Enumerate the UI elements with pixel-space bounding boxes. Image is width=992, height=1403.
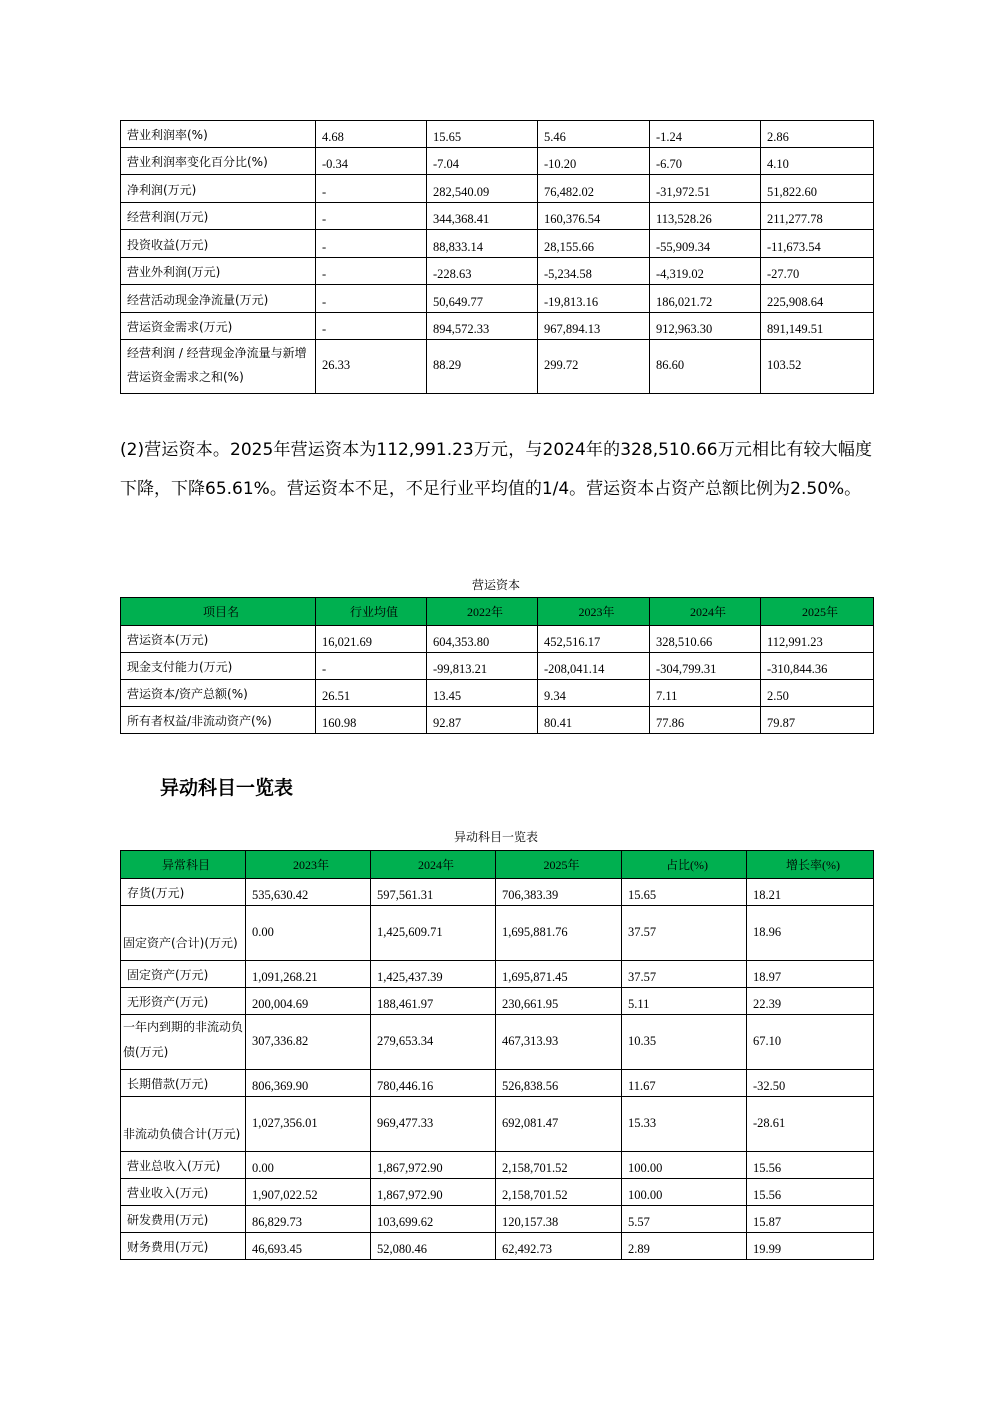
table-cell: 15.65 <box>427 121 538 148</box>
table-cell: 2,158,701.52 <box>496 1152 622 1179</box>
table-cell: 1,091,268.21 <box>246 961 371 988</box>
table-cell: 912,963.30 <box>650 313 761 340</box>
row-label: 营业总收入(万元) <box>121 1152 246 1179</box>
table-cell: 4.10 <box>761 148 874 175</box>
column-header: 2023年 <box>246 851 371 879</box>
table-cell: 0.00 <box>246 906 371 961</box>
table-cell: - <box>316 313 427 340</box>
table-cell: 51,822.60 <box>761 175 874 203</box>
table-cell: 37.57 <box>622 906 747 961</box>
table-cell: 706,383.39 <box>496 879 622 906</box>
table-cell: 188,461.97 <box>371 988 496 1015</box>
table-cell: 15.56 <box>747 1152 874 1179</box>
table-row <box>121 175 874 203</box>
row-label: 营业收入(万元) <box>121 1179 246 1206</box>
table-cell: -11,673.54 <box>761 230 874 258</box>
table-cell: 9.34 <box>538 680 650 707</box>
row-label: 长期借款(万元) <box>121 1070 246 1097</box>
table-cell: 160,376.54 <box>538 203 650 230</box>
table-cell: 604,353.80 <box>427 626 538 653</box>
abnormal-items-caption: 异动科目一览表 <box>453 830 538 844</box>
table-cell: -208,041.14 <box>538 653 650 680</box>
table-cell: 5.11 <box>622 988 747 1015</box>
table-cell: -5,234.58 <box>538 258 650 285</box>
table-cell: 77.86 <box>650 707 761 734</box>
table-cell: 100.00 <box>622 1179 747 1206</box>
row-label: 营运资本/资产总额(%) <box>121 680 316 707</box>
table-row <box>121 230 874 258</box>
table-cell: 692,081.47 <box>496 1097 622 1152</box>
column-header: 2022年 <box>427 598 538 626</box>
section-heading: 异动科目一览表 <box>160 777 294 799</box>
table-cell: 18.97 <box>747 961 874 988</box>
table-cell: 88,833.14 <box>427 230 538 258</box>
table-cell: - <box>316 258 427 285</box>
table-cell: 19.99 <box>747 1233 874 1260</box>
table-cell: 452,516.17 <box>538 626 650 653</box>
column-header: 2024年 <box>371 851 496 879</box>
table-cell: -304,799.31 <box>650 653 761 680</box>
table-row <box>121 203 874 230</box>
table-row <box>121 1152 874 1179</box>
table-cell: 62,492.73 <box>496 1233 622 1260</box>
table-cell: 230,661.95 <box>496 988 622 1015</box>
table-cell: 2.50 <box>761 680 874 707</box>
table-cell: 18.21 <box>747 879 874 906</box>
row-label: 财务费用(万元) <box>121 1233 246 1260</box>
table-cell: 2.89 <box>622 1233 747 1260</box>
table-cell: 76,482.02 <box>538 175 650 203</box>
table-cell: 50,649.77 <box>427 285 538 313</box>
table-cell: 211,277.78 <box>761 203 874 230</box>
row-label: 营业利润率变化百分比(%) <box>121 148 316 175</box>
row-label: 营业外利润(万元) <box>121 258 316 285</box>
table-cell: -7.04 <box>427 148 538 175</box>
table-row <box>121 258 874 285</box>
table-cell: 52,080.46 <box>371 1233 496 1260</box>
table-cell: 186,021.72 <box>650 285 761 313</box>
column-header: 2024年 <box>650 598 761 626</box>
row-label: 经营活动现金净流量(万元) <box>121 285 316 313</box>
table-cell: 113,528.26 <box>650 203 761 230</box>
table-cell: -27.70 <box>761 258 874 285</box>
table-cell: -28.61 <box>747 1097 874 1152</box>
table-row <box>121 121 874 148</box>
table-row <box>121 906 874 961</box>
table-row <box>121 1015 874 1070</box>
row-label: 固定资产(合计)(万元) <box>121 906 246 961</box>
table-cell: 780,446.16 <box>371 1070 496 1097</box>
table-cell: 5.57 <box>622 1206 747 1233</box>
table-cell: 535,630.42 <box>246 879 371 906</box>
table-row <box>121 1097 874 1152</box>
table-cell: 344,368.41 <box>427 203 538 230</box>
table-cell: 969,477.33 <box>371 1097 496 1152</box>
table-cell: 103,699.62 <box>371 1206 496 1233</box>
table-cell: 28,155.66 <box>538 230 650 258</box>
table-cell: 18.96 <box>747 906 874 961</box>
row-label: 净利润(万元) <box>121 175 316 203</box>
table-cell: 10.35 <box>622 1015 747 1070</box>
table-cell: -228.63 <box>427 258 538 285</box>
table-cell: 79.87 <box>761 707 874 734</box>
table-cell: 1,425,437.39 <box>371 961 496 988</box>
table-cell: -6.70 <box>650 148 761 175</box>
table-row <box>121 680 874 707</box>
abnormal-items-table <box>120 850 874 1260</box>
row-label: 固定资产(万元) <box>121 961 246 988</box>
table-cell: -0.34 <box>316 148 427 175</box>
table-row <box>121 988 874 1015</box>
table-cell: 467,313.93 <box>496 1015 622 1070</box>
column-header: 增长率(%) <box>747 851 874 879</box>
table-cell: 86,829.73 <box>246 1206 371 1233</box>
table-row <box>121 707 874 734</box>
table-row <box>121 626 874 653</box>
row-label: 营业利润率(%) <box>121 121 316 148</box>
row-label: 所有者权益/非流动资产(%) <box>121 707 316 734</box>
table-cell: 15.65 <box>622 879 747 906</box>
table-cell: 1,867,972.90 <box>371 1152 496 1179</box>
table-cell: 282,540.09 <box>427 175 538 203</box>
table-cell: 112,991.23 <box>761 626 874 653</box>
table-cell: 4.68 <box>316 121 427 148</box>
table-cell: 891,149.51 <box>761 313 874 340</box>
table-cell: 5.46 <box>538 121 650 148</box>
table-cell: 37.57 <box>622 961 747 988</box>
table-cell: - <box>316 230 427 258</box>
table-row <box>121 1179 874 1206</box>
table-cell: 967,894.13 <box>538 313 650 340</box>
row-label: 非流动负债合计(万元) <box>121 1097 246 1152</box>
table-cell: 328,510.66 <box>650 626 761 653</box>
table-cell: 11.67 <box>622 1070 747 1097</box>
table-cell: - <box>316 175 427 203</box>
column-header: 占比(%) <box>622 851 747 879</box>
table-cell: 225,908.64 <box>761 285 874 313</box>
table-cell: 26.51 <box>316 680 427 707</box>
table-cell: -4,319.02 <box>650 258 761 285</box>
table-cell: -32.50 <box>747 1070 874 1097</box>
table-cell: 2,158,701.52 <box>496 1179 622 1206</box>
working-capital-caption: 营运资本 <box>471 578 520 592</box>
table-cell: 200,004.69 <box>246 988 371 1015</box>
table-row <box>121 879 874 906</box>
table-row <box>121 340 874 394</box>
table-cell: 894,572.33 <box>427 313 538 340</box>
table-cell: 67.10 <box>747 1015 874 1070</box>
row-label: 存货(万元) <box>121 879 246 906</box>
row-label: 投资收益(万元) <box>121 230 316 258</box>
table-cell: 120,157.38 <box>496 1206 622 1233</box>
row-label: 经营利润 / 经营现金净流量与新增营运资金需求之和(%) <box>121 340 316 394</box>
table-cell: 13.45 <box>427 680 538 707</box>
table-cell: 88.29 <box>427 340 538 394</box>
table-cell: 1,867,972.90 <box>371 1179 496 1206</box>
column-header: 项目名 <box>121 598 316 626</box>
table-cell: 1,695,881.76 <box>496 906 622 961</box>
table-cell: 597,561.31 <box>371 879 496 906</box>
table-row <box>121 285 874 313</box>
row-label: 现金支付能力(万元) <box>121 653 316 680</box>
table-row <box>121 1206 874 1233</box>
table-cell: 1,425,609.71 <box>371 906 496 961</box>
column-header: 2023年 <box>538 598 650 626</box>
table-cell: 1,907,022.52 <box>246 1179 371 1206</box>
table-cell: 299.72 <box>538 340 650 394</box>
table-cell: 7.11 <box>650 680 761 707</box>
table-row <box>121 148 874 175</box>
working-capital-paragraph: (2)营运资本。2025年营运资本为112,991.23万元，与2024年的328,510.66万元相比有较大幅度下降，下降65.61%。营运资本不足，不足行业平均值的1/4。营运资本占资产总额比例为2.50%。 <box>120 440 872 499</box>
table-cell: 100.00 <box>622 1152 747 1179</box>
table-cell: -19,813.16 <box>538 285 650 313</box>
row-label: 一年内到期的非流动负债(万元) <box>121 1015 246 1070</box>
row-label: 经营利润(万元) <box>121 203 316 230</box>
table-cell: - <box>316 653 427 680</box>
table-cell: 103.52 <box>761 340 874 394</box>
table-cell: 1,027,356.01 <box>246 1097 371 1152</box>
table-cell: -310,844.36 <box>761 653 874 680</box>
table-row <box>121 1070 874 1097</box>
table-row <box>121 1233 874 1260</box>
table-cell: 0.00 <box>246 1152 371 1179</box>
table-cell: 92.87 <box>427 707 538 734</box>
table-cell: 46,693.45 <box>246 1233 371 1260</box>
table-cell: 16,021.69 <box>316 626 427 653</box>
table-cell: 160.98 <box>316 707 427 734</box>
column-header: 2025年 <box>761 598 874 626</box>
table-cell: 1,695,871.45 <box>496 961 622 988</box>
table-cell: - <box>316 203 427 230</box>
table-cell: -10.20 <box>538 148 650 175</box>
column-header: 2025年 <box>496 851 622 879</box>
table-cell: 22.39 <box>747 988 874 1015</box>
row-label: 研发费用(万元) <box>121 1206 246 1233</box>
table-cell: 15.56 <box>747 1179 874 1206</box>
profit-metrics-table <box>120 120 874 394</box>
table-cell: 806,369.90 <box>246 1070 371 1097</box>
table-cell: 86.60 <box>650 340 761 394</box>
table-cell: 26.33 <box>316 340 427 394</box>
row-label: 营运资本(万元) <box>121 626 316 653</box>
table-cell: -99,813.21 <box>427 653 538 680</box>
table-cell: 80.41 <box>538 707 650 734</box>
table-cell: - <box>316 285 427 313</box>
table-cell: -31,972.51 <box>650 175 761 203</box>
working-capital-table <box>120 597 874 734</box>
table-row <box>121 653 874 680</box>
table-cell: 526,838.56 <box>496 1070 622 1097</box>
row-label: 无形资产(万元) <box>121 988 246 1015</box>
table-cell: 2.86 <box>761 121 874 148</box>
table-cell: 15.87 <box>747 1206 874 1233</box>
column-header: 异常科目 <box>121 851 246 879</box>
table-cell: -55,909.34 <box>650 230 761 258</box>
table-row <box>121 313 874 340</box>
table-cell: 307,336.82 <box>246 1015 371 1070</box>
table-cell: -1.24 <box>650 121 761 148</box>
table-cell: 15.33 <box>622 1097 747 1152</box>
row-label: 营运资金需求(万元) <box>121 313 316 340</box>
table-cell: 279,653.34 <box>371 1015 496 1070</box>
table-row <box>121 961 874 988</box>
column-header: 行业均值 <box>316 598 427 626</box>
